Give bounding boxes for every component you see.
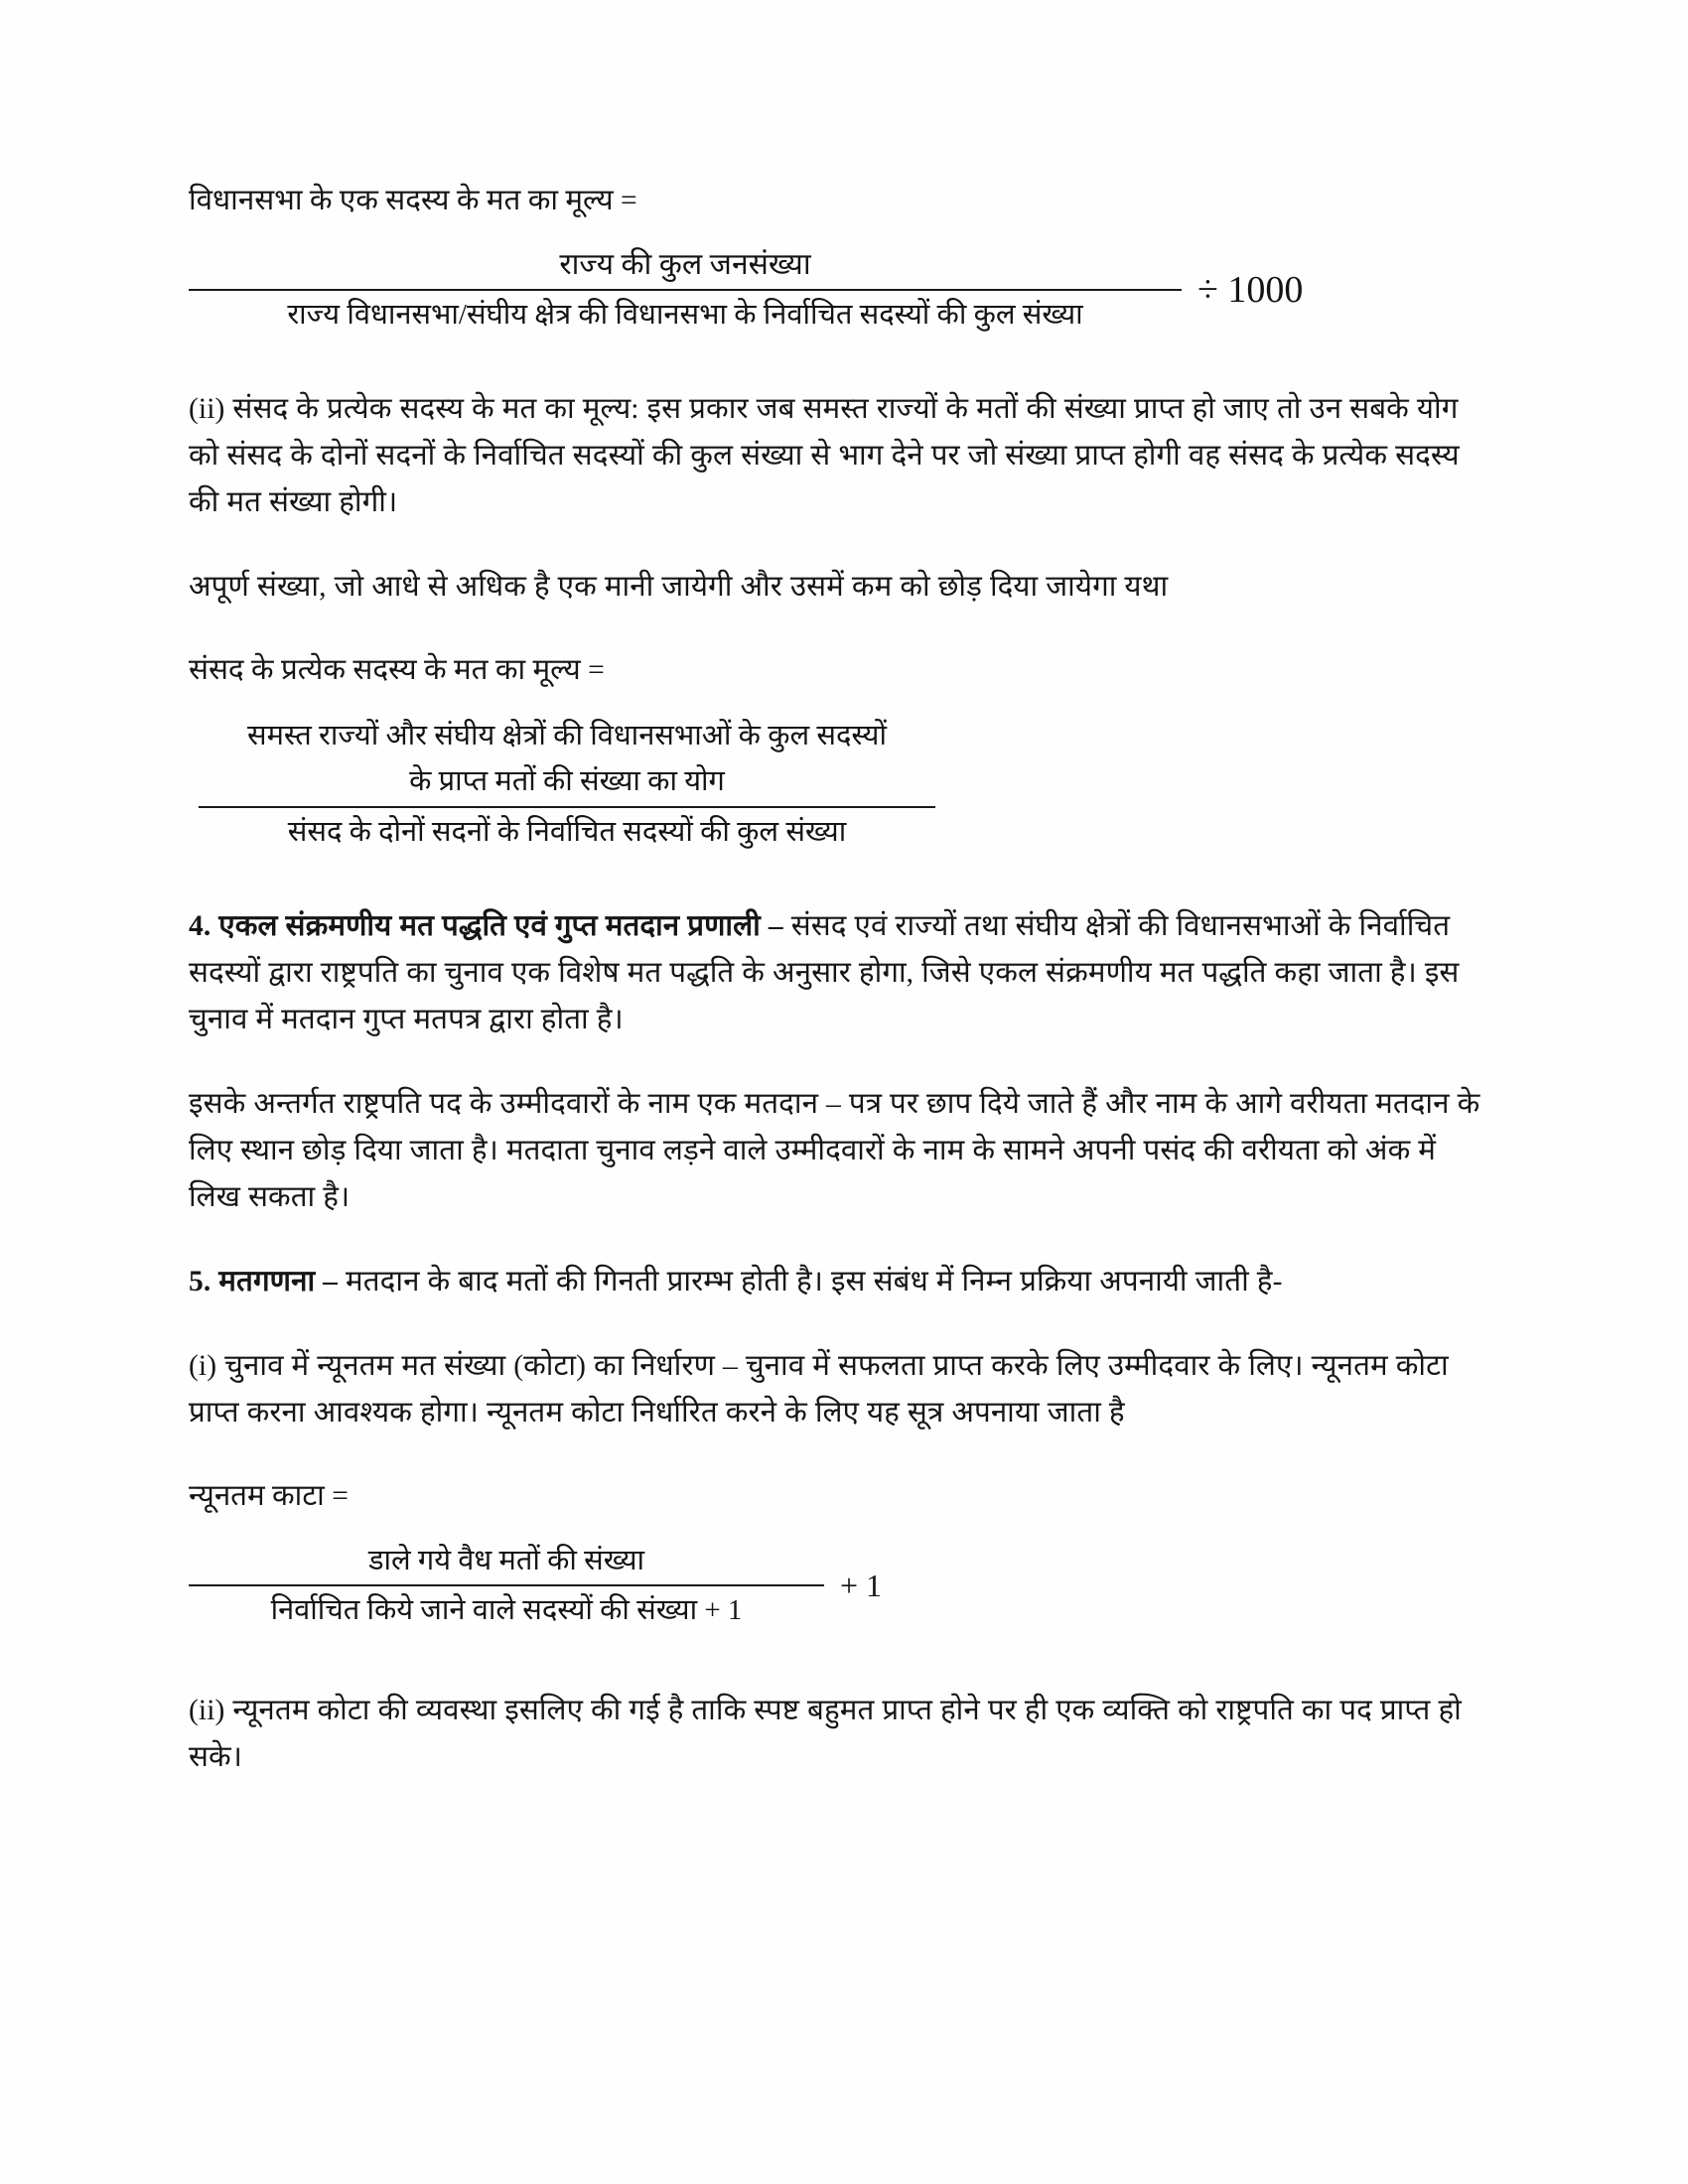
- paragraph-parliament-member-vote-value: (ii) संसद के प्रत्येक सदस्य के मत का मूल्य: इस प्रकार जब समस्त राज्यों के मतों की संख्या प्राप्त हो जाए तो उन सबके योग को संसद के दोनों सदनों के निर्वाचित सदस्यों की कुल संख्या से भाग देने पर जो संख्या प्राप्त होगी वह संसद के प्रत्येक सदस्य की मत संख्या होगी।: [189, 393, 1460, 518]
- paragraph-minimum-quota-determination: (i) चुनाव में न्यूनतम मत संख्या (कोटा) का निर्धारण – चुनाव में सफलता प्राप्त करके लिए उम्मीदवार के लिए। न्यूनतम कोटा प्राप्त करना आवश्यक होगा। न्यूनतम कोटा निर्धारित करने के लिए यह सूत्र अपनाया जाता है: [189, 1350, 1449, 1429]
- paragraph-quota-purpose: (ii) न्यूनतम कोटा की व्यवस्था इसलिए की गई है ताकि स्पष्ट बहुमत प्राप्त होने पर ही एक व्यक्ति को राष्ट्रपति का पद प्राप्त हो सके।: [189, 1695, 1462, 1773]
- section-4-body: संसद एवं राज्यों तथा संघीय क्षेत्रों की विधानसभाओं के निर्वाचित सदस्यों द्वारा राष्ट्रपति का चुनाव एक विशेष मत पद्धति के अनुसार होगा, जिसे एकल संक्रमणीय मत पद्धति कहा जाता है। इस चुनाव में मतदान गुप्त मतपत्र द्वारा होता है।: [189, 910, 1460, 1035]
- section-4-heading: 4. एकल संक्रमणीय मत पद्धति एवं गुप्त मतदान प्रणाली –: [189, 910, 783, 942]
- lead-line-minimum-quota: न्यूनतम काटा =: [189, 1480, 349, 1512]
- formula-assembly-member-vote-value: [189, 245, 1489, 335]
- fraction-1: [189, 245, 1182, 335]
- fraction-3-tail-plus-one: + 1: [840, 1568, 883, 1603]
- formula-parliament-member-vote-value: [189, 715, 1489, 852]
- lead-line-assembly-member-vote-value: विधानसभा के एक सदस्य के मत का मूल्य =: [189, 185, 637, 216]
- fraction-3-denominator: निर्वाचित किये जाने वाले सदस्यों की संख्या + 1: [270, 1594, 743, 1626]
- fraction-2: [199, 715, 935, 852]
- section-5-heading: 5. मतगणना –: [189, 1266, 339, 1297]
- fraction-2-numerator-line-2: के प्राप्त मतों की संख्या का योग: [409, 765, 725, 797]
- section-5-body: मतदान के बाद मतों की गिनती प्रारम्भ होती है। इस संबंध में निम्न प्रक्रिया अपनायी जाती है-: [338, 1266, 1283, 1297]
- formula-minimum-quota: [189, 1541, 1489, 1630]
- fraction-3: [189, 1541, 824, 1630]
- fraction-2-denominator: संसद के दोनों सदनों के निर्वाचित सदस्यों की कुल संख्या: [287, 816, 847, 848]
- document-content: [189, 179, 1489, 1819]
- section-4-paragraph: [189, 903, 1489, 1043]
- fraction-1-denominator: राज्य विधानसभा/संघीय क्षेत्र की विधानसभा के निर्वाचित सदस्यों की कुल संख्या: [287, 299, 1083, 331]
- fraction-1-tail-divide-1000: ÷ 1000: [1197, 269, 1304, 311]
- lead-line-parliament-member-vote-value: संसद के प्रत्येक सदस्य के मत का मूल्य =: [189, 654, 605, 686]
- paragraph-fractional-number-rule: अपूर्ण संख्या, जो आधे से अधिक है एक मानी जायेगी और उसमें कम को छोड़ दिया जायेगा यथा: [189, 571, 1169, 603]
- fraction-1-numerator: राज्य की कुल जनसंख्या: [559, 248, 811, 281]
- section-5-paragraph: [189, 1259, 1489, 1305]
- fraction-2-numerator-line-1: समस्त राज्यों और संघीय क्षेत्रों की विधानसभाओं के कुल सदस्यों: [246, 720, 888, 751]
- fraction-3-numerator: डाले गये वैध मतों की संख्या: [367, 1545, 645, 1576]
- paragraph-ballot-preference-marking: इसके अन्तर्गत राष्ट्रपति पद के उम्मीदवारों के नाम एक मतदान – पत्र पर छाप दिये जाते हैं और नाम के आगे वरीयता मतदान के लिए स्थान छोड़ दिया जाता है। मतदाता चुनाव लड़ने वाले उम्मीदवारों के नाम के सामने अपनी पसंद की वरीयता को अंक में लिख सकता है।: [189, 1088, 1480, 1213]
